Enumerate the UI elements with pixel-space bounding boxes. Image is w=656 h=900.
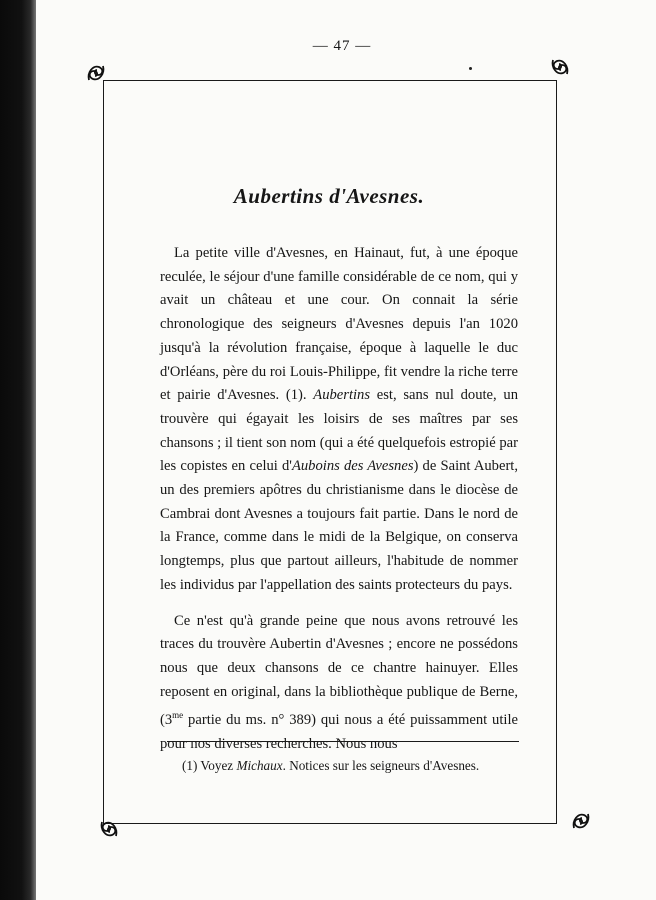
paragraph-1-emphasis-aubertins: Aubertins — [313, 387, 371, 404]
page-number: — 47 — — [312, 38, 372, 54]
corner-ornament-top-right-icon — [549, 56, 571, 78]
corner-ornament-bottom-left-icon — [98, 818, 120, 840]
footnote-before: (1) Voyez — [182, 758, 237, 773]
paragraph-1-part-3: ) de Saint Aubert, un des premiers apôtres du christianisme dans le diocèse de Cambrai dont Avesnes a toujours fait partie. Dans le nord de la France, comme dans le midi de la Belgique, on conserva longtemps, plus que partout ailleurs, l'habitude de nommer les individus par l'appellation des saints protecteurs du pays. — [160, 458, 519, 593]
footnote-emphasis-michaux: Michaux — [236, 758, 283, 773]
paragraph-2-part-2: partie du ms. n° 389) qui nous a été puissamment utile pour nos diverses recherches. Nous nous — [160, 712, 518, 752]
footnote-divider — [167, 741, 519, 742]
footnote-after: . Notices sur les seigneurs d'Avesnes. — [282, 758, 480, 773]
chapter-title: Aubertins d'Avesnes. — [233, 184, 425, 208]
footnote — [182, 758, 522, 774]
paragraph-1-emphasis-auboins: Auboins des Avesnes — [291, 458, 414, 475]
paragraph-1-part-2: est, sans nul doute, un trouvère qui égayait les loisirs de ses maîtres par ses chansons ; il tient son nom (qui a été quelquefois estropié par les copistes en celui d' — [160, 387, 518, 475]
paragraph-2-part-1: Ce n'est qu'à grande peine que nous avons retrouvé les traces du trouvère Aubertin d'Avesnes ; encore ne possédons nous que deux chansons de ce chantre hainuyer. Elles reposent en original, dans la bibliothèque publique de Berne, (3 — [160, 612, 518, 729]
paragraph-2 — [160, 610, 518, 757]
corner-ornament-top-left-icon — [85, 62, 107, 84]
corner-ornament-bottom-right-icon — [570, 810, 592, 832]
paragraph-2-superscript: me — [172, 710, 184, 721]
paragraph-1-part-1: La petite ville d'Avesnes, en Hainaut, fut, à une époque reculée, le séjour d'une famille considérable de ce nom, qui y avait un château et une cour. On connait la série chronologique des seigneurs d'Avesnes depuis l'an 1020 jusqu'à la révolution française, époque à laquelle le duc d'Orléans, père du roi Louis-Philippe, fit vendre la riche terre et pairie d'Avesnes. (1). — [160, 245, 518, 404]
body-text — [160, 242, 518, 757]
ink-speck — [469, 67, 472, 70]
paragraph-1 — [160, 242, 518, 598]
book-spine-shadow — [0, 0, 36, 900]
